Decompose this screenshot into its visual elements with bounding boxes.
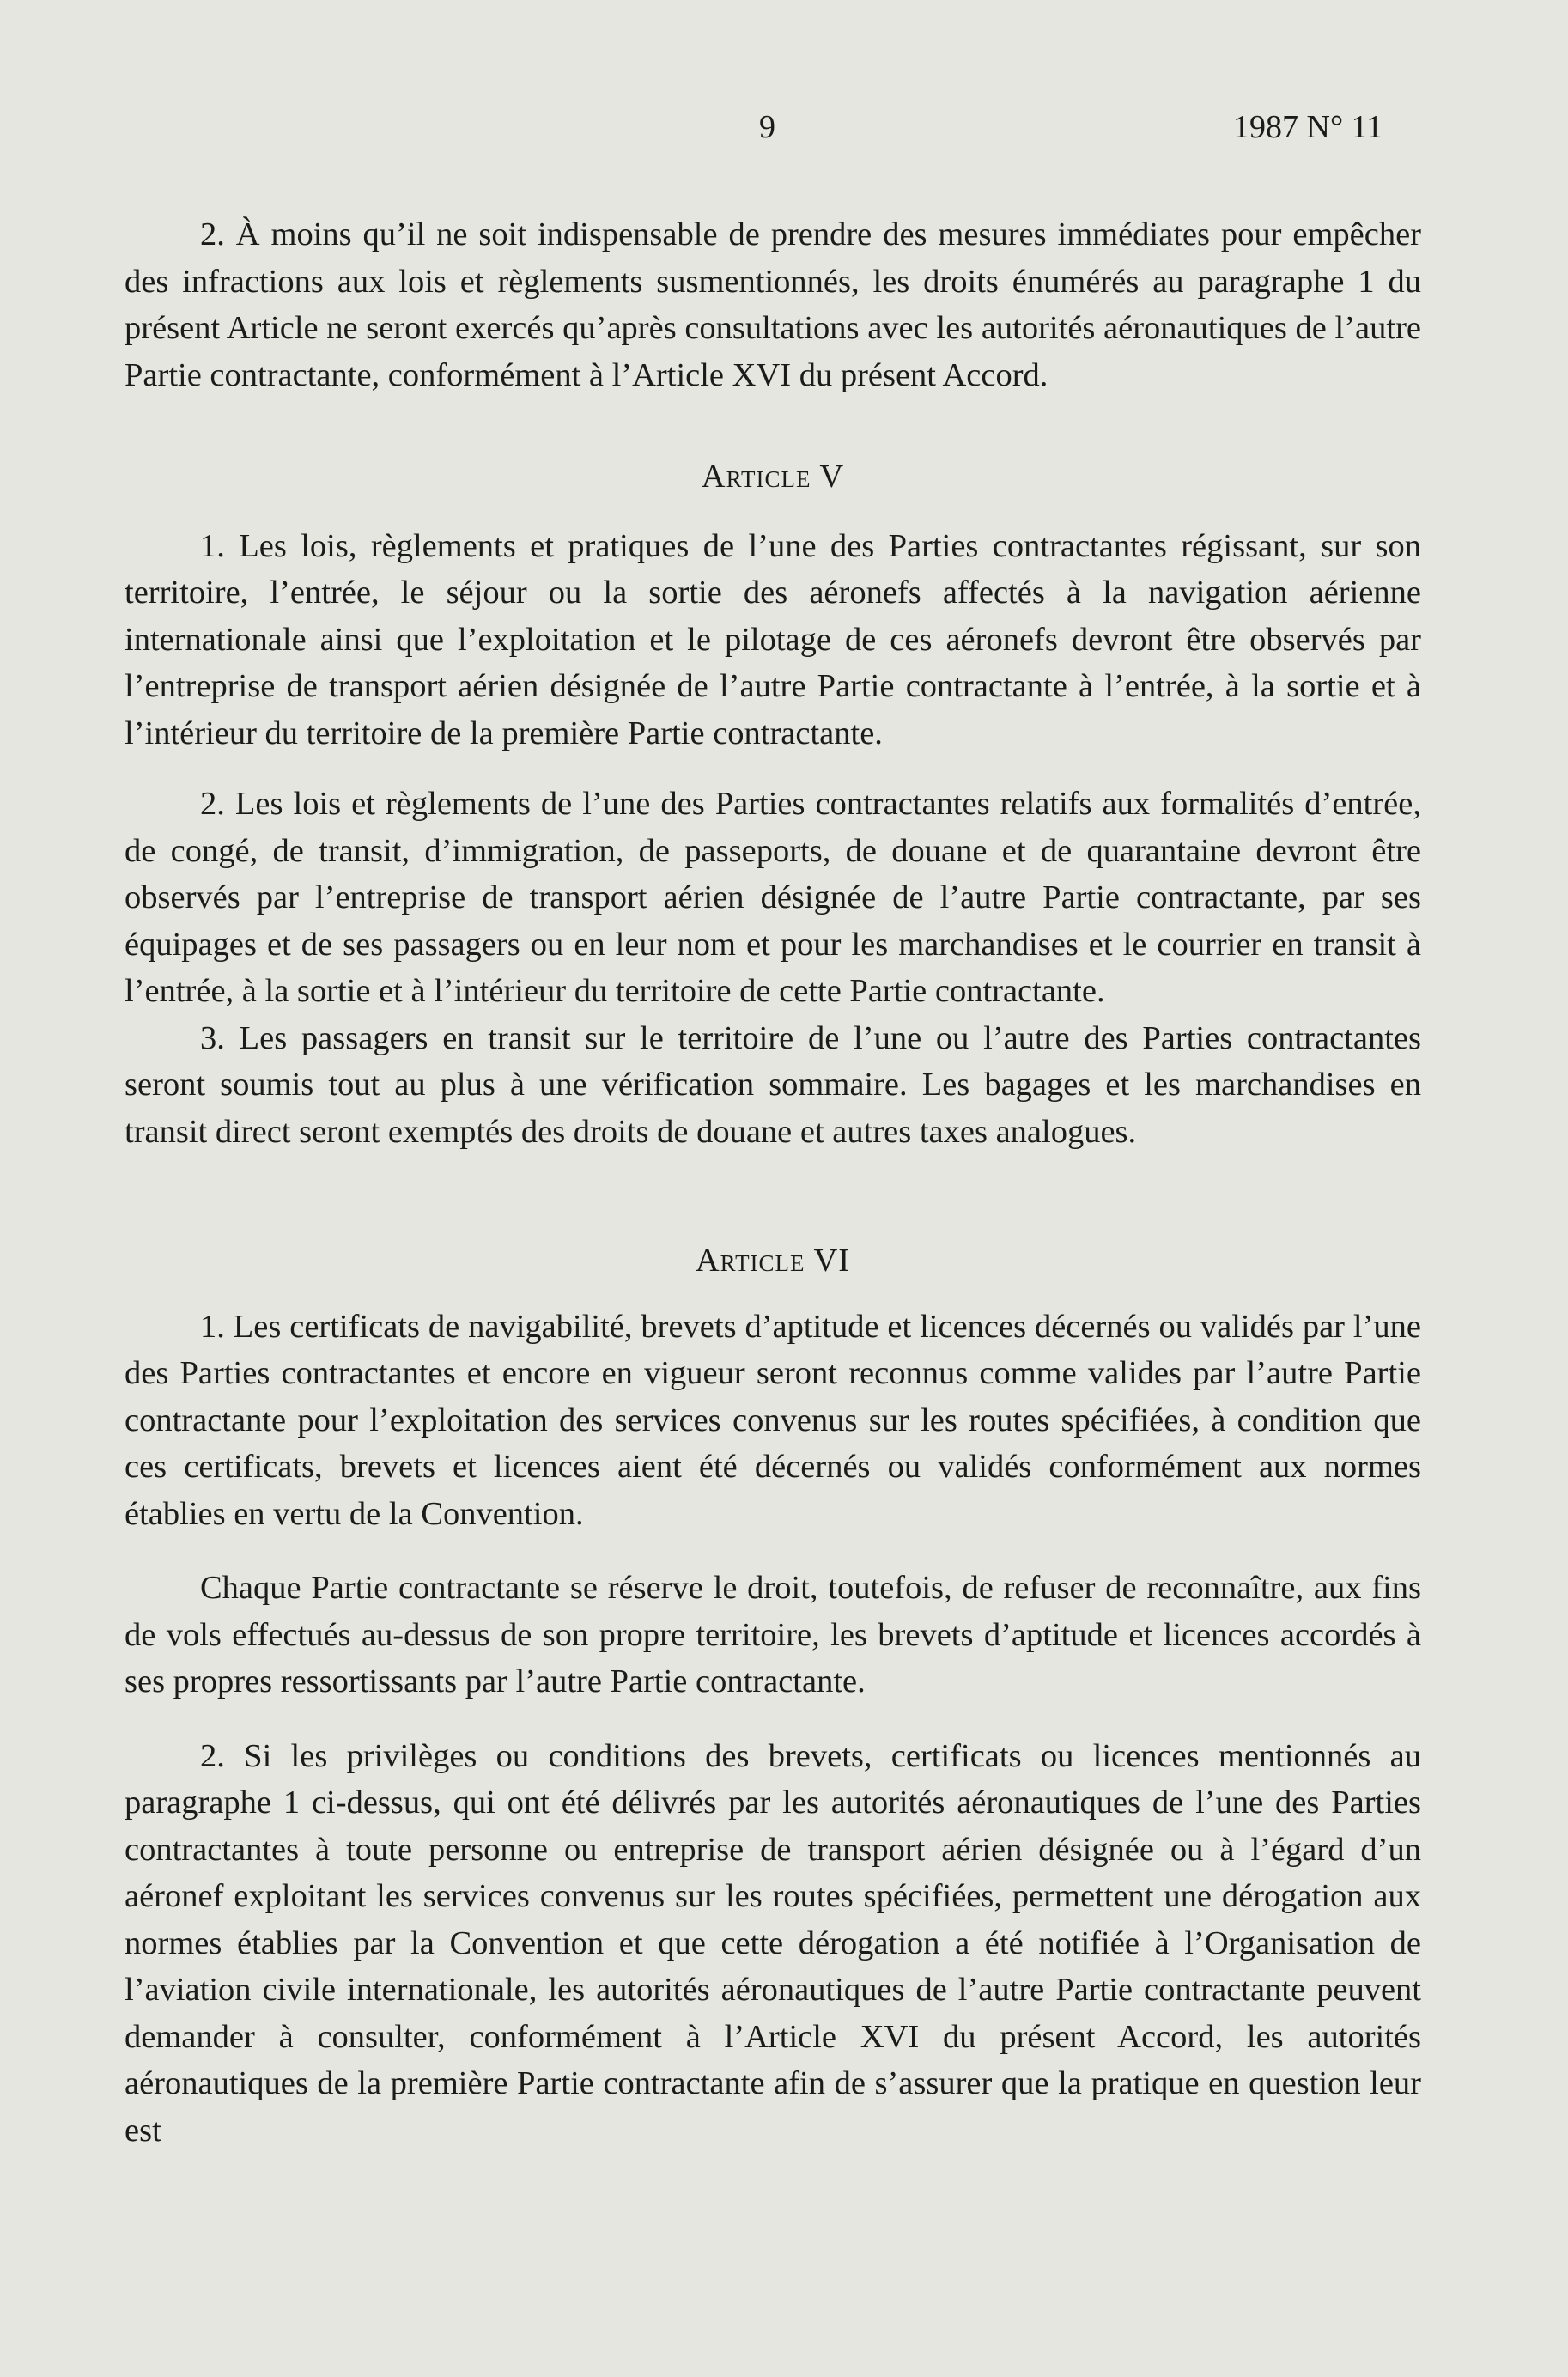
article-v-heading: Article V: [701, 459, 845, 495]
article-vi-paragraph-2: Chaque Partie contractante se réserve le droit, toutefois, de refuser de reconnaître, aux fins de vols effectués au-dessus de son propre territoire, les brevets d’aptitude et licences accordés à ses propres ressortissants par l’autre Partie contractante.: [125, 1570, 1421, 1699]
article-v-paragraph-1: 1. Les lois, règlements et pratiques de l’une des Parties contractantes régissant, sur son territoire, l’entrée, le séjour ou la sortie des aéronefs affectés à la navigation aérienne internationale ainsi que l’exploitation et le pilotage de ces aéronefs devront être observés par l’entreprise de transport aérien désignée de l’autre Partie contractante à l’entrée, à la sortie et à l’intérieur du territoire de la première Partie contractante.: [125, 527, 1421, 751]
article-v-paragraph-2: 2. Les lois et règlements de l’une des Parties contractantes relatifs aux formalités d’entrée, de congé, de transit, d’immigration, de passeports, de douane et de quarantaine devront être observés par l’entreprise de transport aérien désignée de l’autre Partie contractante, par ses équipages et de ses passagers ou en leur nom et pour les marchandises et le courrier en transit à l’entrée, à la sortie et à l’intérieur du territoire de cette Partie contractante.: [125, 786, 1421, 1009]
article-vi-paragraph-1: 1. Les certificats de navigabilité, brevets d’aptitude et licences décernés ou validés par l’une des Parties contractantes et encore en vigueur seront reconnus comme valides par l’autre Partie contractante pour l’exploitation des services convenus sur les routes spécifiées, à condition que ces certificats, brevets et licences aient été décernés ou validés conformément aux normes établies en vertu de la Convention.: [125, 1308, 1421, 1532]
article-vi-heading: Article VI: [695, 1243, 851, 1279]
article-vi-paragraph-3: 2. Si les privilèges ou conditions des brevets, certificats ou licences mentionnés au paragraphe 1 ci-dessus, qui ont été délivrés par les autorités aéronautiques de l’une des Parties contractantes à toute personne ou entreprise de transport aérien désignée ou à l’égard d’un aéronef exploitant les services convenus sur les routes spécifiées, permettent une dérogation aux normes établies par la Convention et que cette dérogation a été notifiée à l’Organisation de l’aviation civile internationale, les autorités aéronautiques de l’autre Partie contractante peuvent demander à consulter, conformément à l’Article XVI du présent Accord, les autorités aéronautiques de la première Partie contractante afin de s’assurer que la pratique en question leur est: [125, 1737, 1421, 2149]
intro-paragraph: 2. À moins qu’il ne soit indispensable de prendre des mesures immédiates pour empêcher des infractions aux lois et règlements susmentionnés, les droits énumérés au paragraphe 1 du présent Article ne seront exercés qu’après consultations avec les autorités aéronautiques de l’autre Partie contractante, conformément à l’Article XVI du présent Accord.: [125, 216, 1421, 393]
document-body: [125, 211, 1421, 2154]
page-header: [0, 108, 1568, 151]
page-number: 9: [759, 109, 775, 145]
document-reference: 1987 N° 11: [1233, 109, 1383, 145]
article-v-paragraph-3: 3. Les passagers en transit sur le territoire de l’une ou l’autre des Parties contractantes seront soumis tout au plus à une vérification sommaire. Les bagages et les marchandises en transit direct seront exemptés des droits de douane et autres taxes analogues.: [125, 1019, 1421, 1150]
